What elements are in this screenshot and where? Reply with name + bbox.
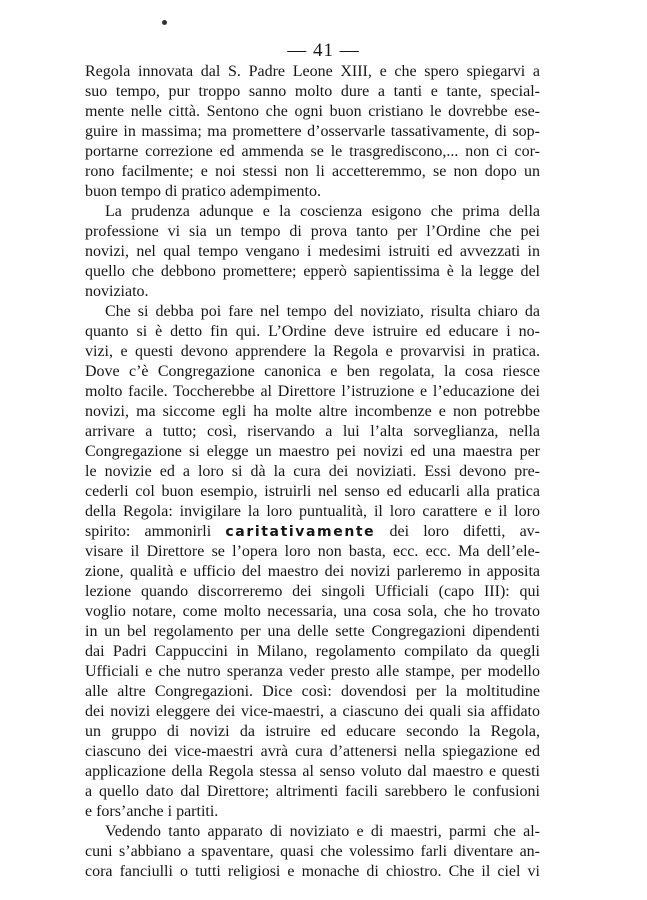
text-line: vizi, e questi devono apprendere la Regola e provarvisi in pratica. xyxy=(85,343,540,360)
text-line: ciascuno dei vice-maestri avrà cura d’attenersi nella spiegazione ed xyxy=(85,743,540,760)
text-line: molto facile. Toccherebbe al Direttore l’istruzione e l’educazione dei xyxy=(85,383,540,400)
text-line: suo tempo, pur troppo sanno molto dure a tanti e tante, special- xyxy=(85,83,540,100)
text-line: a quello dato dal Direttore; altrimenti facili sarebbero le confusioni xyxy=(85,783,540,800)
text-line-with-emphasis xyxy=(85,522,540,542)
text-line: voglio notare, come molto necessaria, una cosa sola, che ho trovato xyxy=(85,603,540,620)
text-line: arrivare a tutto; così, riservando a lui l’alta sorveglianza, nella xyxy=(85,423,540,440)
text-line: guire in massima; ma promettere d’osservarle tassativamente, di sop- xyxy=(85,123,540,140)
text-line: Ufficiali e che nutro speranza veder presto alle stampe, per modello xyxy=(85,663,540,680)
text-line: professione vi sia un tempo di prova tanto per l’Ordine che pei xyxy=(85,223,540,240)
paragraph-start-line: La prudenza adunque e la coscienza esigono che prima della xyxy=(105,203,540,220)
text-line: noviziato. xyxy=(85,283,149,300)
text-line: cuni s’abbiano a spaventare, quasi che volessimo farli diventare an- xyxy=(85,843,540,860)
text-line: visare il Direttore se l’opera loro non basta, ecc. ecc. Ma dell’ele- xyxy=(85,543,540,560)
text-line: alle altre Congregazioni. Dice così: dovendosi per la moltitudine xyxy=(85,683,540,700)
text-line: e fors’anche i partiti. xyxy=(85,803,219,820)
text-line: Regola innovata dal S. Padre Leone XIII, e che spero spiegarvi a xyxy=(85,63,540,80)
text-line: zione, qualità e ufficio del maestro dei novizi parleremo in apposita xyxy=(85,563,540,580)
text-line: buon tempo di pratico adempimento. xyxy=(85,183,321,200)
ink-speck xyxy=(162,20,167,25)
paragraph-start-line: Vedendo tanto apparato di noviziato e di maestri, parmi che al- xyxy=(105,823,540,840)
text-line: mente nelle città. Sentono che ogni buon cristiano le dovrebbe ese- xyxy=(85,103,540,120)
text-line: Congregazione si elegge un maestro pei novizi ed una maestra per xyxy=(85,443,540,460)
text-line: dei novizi eleggere dei vice-maestri, a ciascuno dei quali sia affidato xyxy=(85,703,540,720)
text-line: un gruppo di novizi da istruire ed educare secondo la Regola, xyxy=(85,723,540,740)
text-line: quello che debbono promettere; epperò sapientissima è la legge del xyxy=(85,263,540,280)
text-line: le novizie ed a loro si dà la cura dei noviziati. Essi devono pre- xyxy=(85,463,540,480)
text-line: portarne correzione ed ammenda se le trasgrediscono,... non ci cor- xyxy=(85,143,540,160)
text-line: Dove c’è Congregazione canonica e ben regolata, la cosa riesce xyxy=(85,363,540,380)
text-line: dai Padri Cappuccini in Milano, regolamento compilato da quegli xyxy=(85,643,540,660)
text-line: cora fanciulli o tutti religiosi e monache di chiostro. Che il ciel vi xyxy=(85,863,540,880)
text-line: quanto si è detto fin qui. L’Ordine deve istruire ed educare i no- xyxy=(85,323,540,340)
text-line: lezione quando discorreremo dei singoli Ufficiali (capo III): qui xyxy=(85,583,540,600)
text-line: novizi, ma siccome egli ha molte altre incombenze e non potrebbe xyxy=(85,403,540,420)
text-fragment: spirito: ammonirli xyxy=(85,523,212,540)
spaced-emphasis-word: caritativamente xyxy=(225,524,376,540)
text-line: in un bel regolamento per una delle sette Congregazioni dipendenti xyxy=(85,623,540,640)
text-line: applicazione della Regola stessa al senso voluto dal maestro e questi xyxy=(85,763,540,780)
paragraph-start-line: Che si debba poi fare nel tempo del noviziato, risulta chiaro da xyxy=(105,303,540,320)
page-number: — 41 — xyxy=(287,40,360,61)
text-line: cederli col buon esempio, istruirli nel senso ed educarli alla pratica xyxy=(85,483,540,500)
text-fragment: dei loro difetti, av- xyxy=(375,523,541,540)
text-line: della Regola: invigilare la loro puntualità, il loro carattere e il loro xyxy=(85,503,540,520)
text-line: novizi, nel qual tempo vengano i medesimi istruiti ed avvezzati in xyxy=(85,243,540,260)
text-line: rono facilmente; e noi stessi non li accetteremmo, se non dopo un xyxy=(85,163,540,180)
